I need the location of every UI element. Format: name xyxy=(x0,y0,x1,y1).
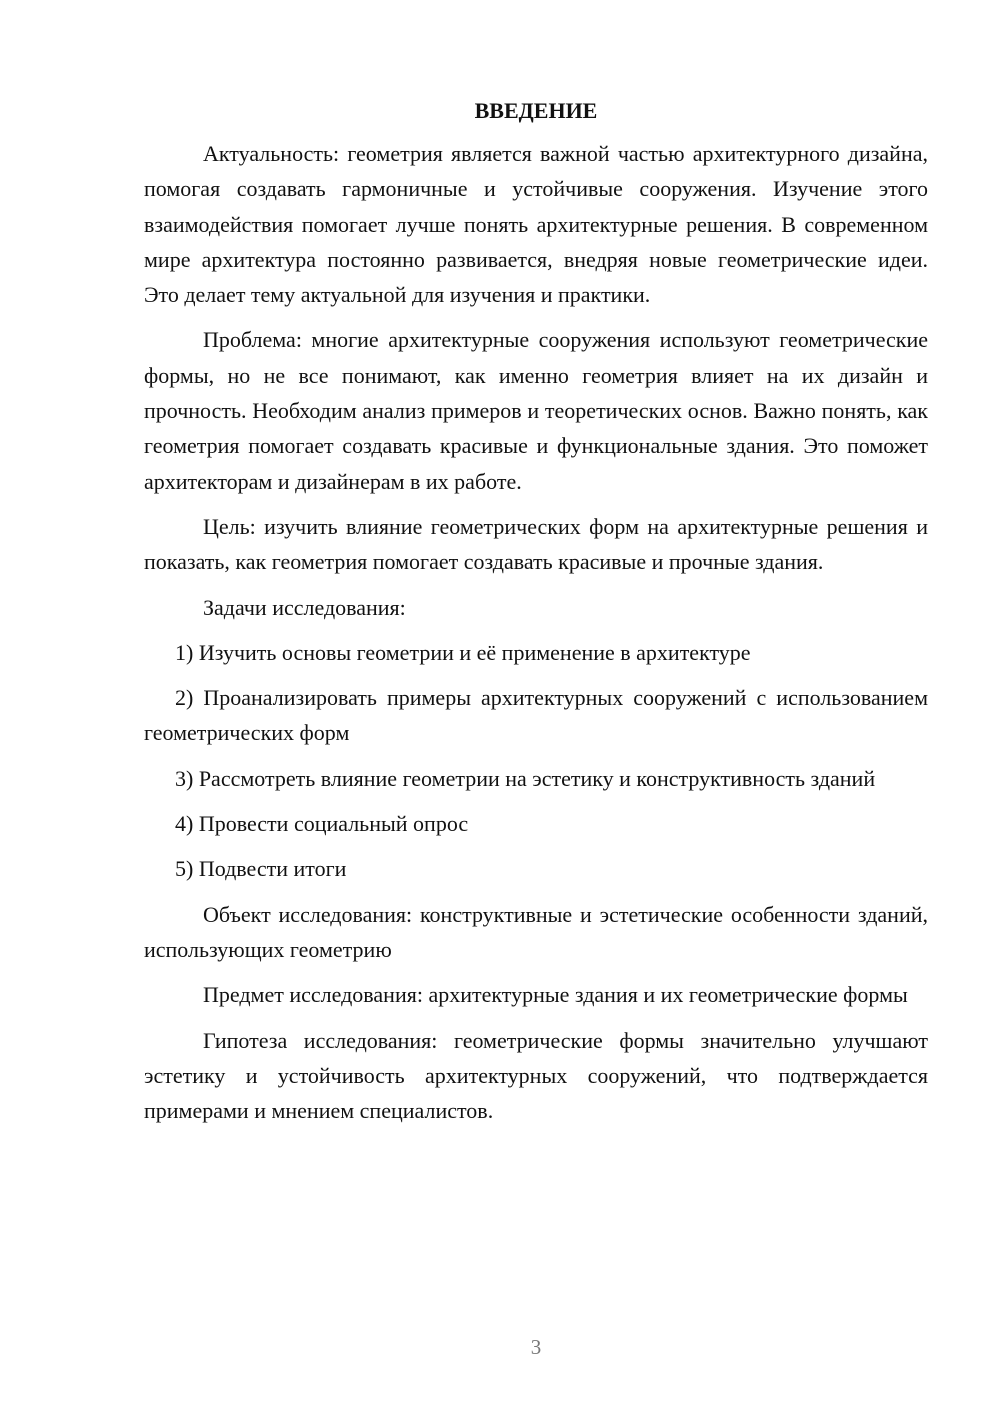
task-item-3: 3) Рассмотреть влияние геометрии на эстетику и конструктивность зданий xyxy=(175,765,876,791)
paragraph-goal: Цель: изучить влияние геометрических форм на архитектурные решения и показать, как геометрия помогает создавать красивые и прочные здания. xyxy=(144,513,928,575)
page-content xyxy=(144,93,928,1138)
paragraph-object: Объект исследования: конструктивные и эстетические особенности зданий, использующих геометрию xyxy=(144,901,928,962)
paragraph-relevance: Актуальность: геометрия является важной частью архитектурного дизайна, помогая создавать гармоничные и устойчивые сооружения. Изучение этого взаимодействия помогает лучше понять архитектурные решения. В современном мире архитектура постоянно развивается, внедряя новые геометрические идеи. Это делает тему актуальной для изучения и практики. xyxy=(144,141,928,308)
task-item-2: 2) Проанализировать примеры архитектурных сооружений с использованием геометрических форм xyxy=(144,685,928,746)
paragraph-problem: Проблема: многие архитектурные сооружения используют геометрические формы, но не все понимают, как именно геометрия влияет на их дизайн и прочность. Необходим анализ примеров и теоретических основ. Важно понять, как геометрия помогает создавать красивые и функциональные здания. Это поможет архитекторам и дизайнерам в их работе. xyxy=(144,327,928,494)
paragraph-subject: Предмет исследования: архитектурные здания и их геометрические формы xyxy=(203,982,908,1008)
page-heading: ВВЕДЕНИЕ xyxy=(474,98,598,123)
page-number: 3 xyxy=(530,1335,542,1359)
tasks-title: Задачи исследования: xyxy=(203,594,406,620)
task-item-5: 5) Подвести итоги xyxy=(175,856,347,882)
task-item-4: 4) Провести социальный опрос xyxy=(175,811,469,837)
paragraph-hypothesis: Гипотеза исследования: геометрические формы значительно улучшают эстетику и устойчивость архитектурных сооружений, что подтверждается примерами и мнением специалистов. xyxy=(144,1027,928,1124)
task-item-1: 1) Изучить основы геометрии и её применение в архитектуре xyxy=(175,639,751,665)
